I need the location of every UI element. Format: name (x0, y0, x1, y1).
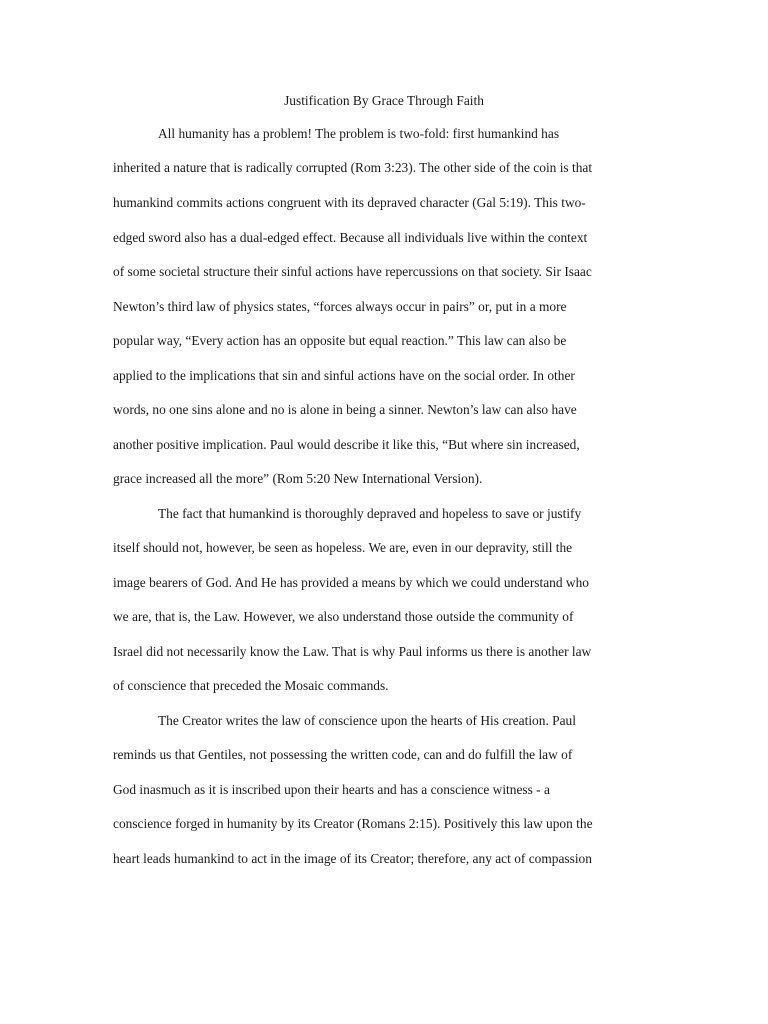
text-line-p2-4: we are, that is, the Law. However, we also understand those outside the community of (113, 609, 574, 624)
text-line-p1-11: grace increased all the more” (Rom 5:20 New International Version). (113, 471, 483, 486)
text-line-p2-1: The fact that humankind is thoroughly depraved and hopeless to save or justify (158, 506, 582, 521)
text-line-p1-7: popular way, “Every action has an opposite but equal reaction.” This law can also be (113, 333, 567, 348)
text-line-p3-2: reminds us that Gentiles, not possessing the written code, can and do fulfill the law of (113, 747, 573, 762)
text-line-p3-1: The Creator writes the law of conscience upon the hearts of His creation. Paul (158, 713, 576, 728)
text-line-p2-2: itself should not, however, be seen as hopeless. We are, even in our depravity, still the (113, 540, 573, 555)
text-line-p2-3: image bearers of God. And He has provided a means by which we could understand who (113, 575, 589, 590)
text-line-p2-6: of conscience that preceded the Mosaic commands. (113, 678, 389, 693)
text-line-p1-8: applied to the implications that sin and sinful actions have on the social order. In other (113, 368, 575, 383)
text-line-p3-5: heart leads humankind to act in the image of its Creator; therefore, any act of compassion (113, 851, 592, 866)
text-line-p2-5: Israel did not necessarily know the Law. That is why Paul informs us there is another law (113, 644, 592, 659)
text-line-p1-9: words, no one sins alone and no is alone in being a sinner. Newton’s law can also have (113, 402, 577, 417)
text-line-p1-10: another positive implication. Paul would describe it like this, “But where sin increased, (113, 437, 580, 452)
document-title: Justification By Grace Through Faith (284, 93, 484, 108)
text-line-p1-2: inherited a nature that is radically corrupted (Rom 3:23). The other side of the coin is that (113, 160, 593, 175)
text-line-p1-3: humankind commits actions congruent with its depraved character (Gal 5:19). This two- (113, 195, 586, 210)
text-line-p1-5: of some societal structure their sinful actions have repercussions on that society. Sir Isaac (113, 264, 592, 279)
text-line-p3-3: God inasmuch as it is inscribed upon their hearts and has a conscience witness - a (113, 782, 550, 797)
text-line-p1-6: Newton’s third law of physics states, “forces always occur in pairs” or, put in a more (113, 299, 567, 314)
text-line-p1-1: All humanity has a problem! The problem is two-fold: first humankind has (158, 126, 560, 141)
text-line-p3-4: conscience forged in humanity by its Creator (Romans 2:15). Positively this law upon the (113, 816, 593, 831)
text-line-p1-4: edged sword also has a dual-edged effect. Because all individuals live within the context (113, 230, 588, 245)
